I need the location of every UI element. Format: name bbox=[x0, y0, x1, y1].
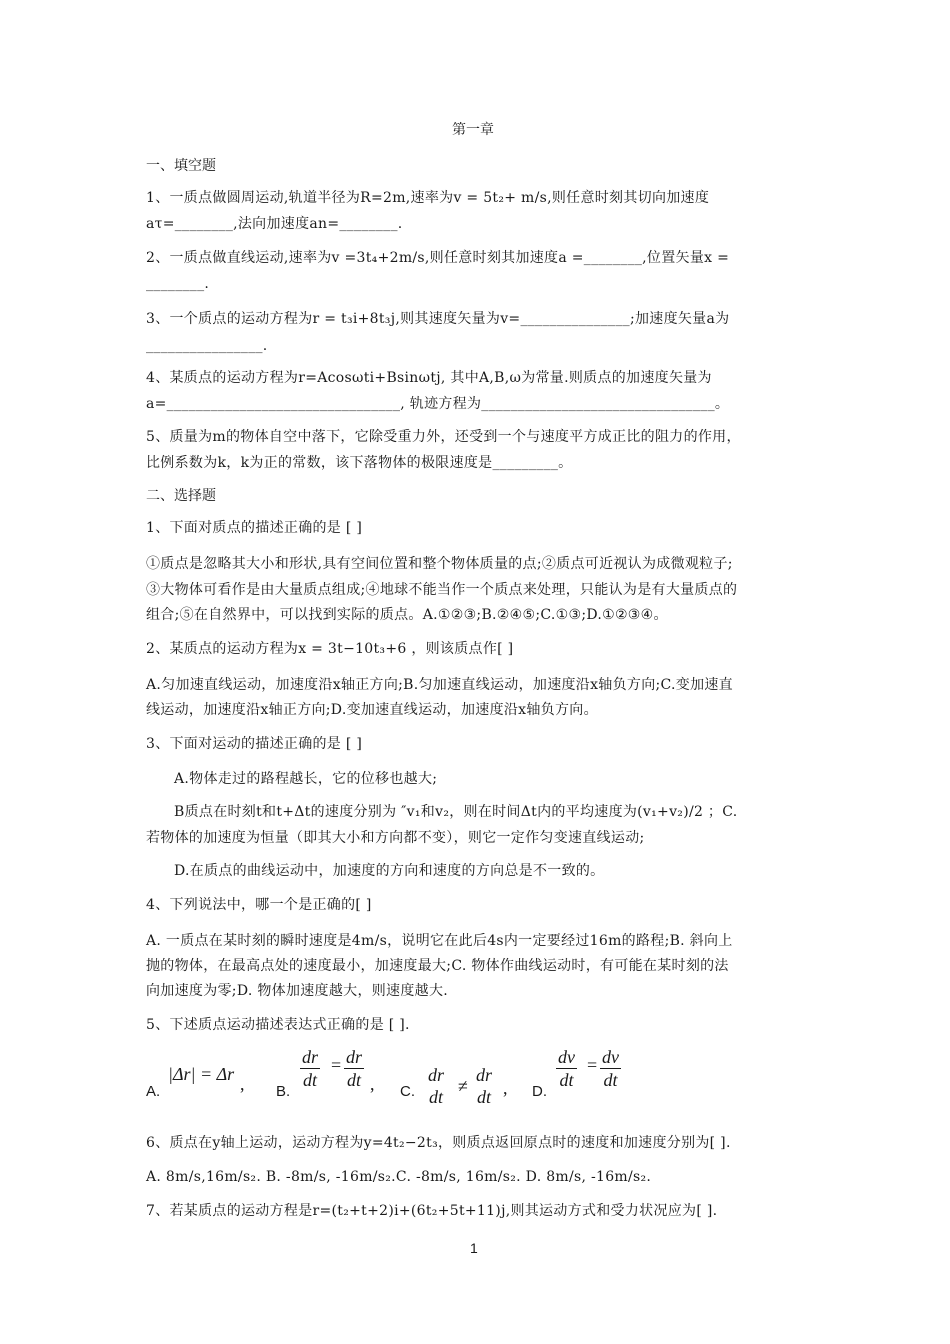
formula-c-not-equal: ≠ bbox=[458, 1076, 468, 1096]
formula-b-comma: , bbox=[370, 1074, 375, 1094]
fill-q1-line2: aτ=________,法向加速度an=________. bbox=[146, 216, 403, 232]
fill-q3-line1: 3、一个质点的运动方程为r = t₃i+8t₃j,则其速度矢量为v=_______________;加速度矢量a为 bbox=[146, 311, 730, 327]
choice-q1-options-line3: 组合;⑤在自然界中，可以找到实际的质点。A.①②③;B.②④⑤;C.①③;D.①②③④。 bbox=[146, 607, 668, 623]
section-choice-heading: 二、选择题 bbox=[146, 488, 216, 504]
choice-q4-options-line1: A. 一质点在某时刻的瞬时速度是4m/s，说明它在此后4s内一定要经过16m的路程;B. 斜向上 bbox=[146, 933, 733, 949]
choice-q2-stem: 2、某质点的运动方程为x = 3t−10t₃+6 ，则该质点作[ ] bbox=[146, 641, 514, 657]
choice-q4-options-line3: 向加速度为零;D. 物体加速度越大，则速度越大. bbox=[146, 983, 448, 999]
choice-q2-options-line2: 线运动，加速度沿x轴正方向;D.变加速直线运动，加速度沿x轴负方向。 bbox=[146, 702, 598, 718]
choice-q4-options-line2: 抛的物体，在最高点处的速度最小，加速度最大;C. 物体作曲线运动时，有可能在某时刻的法 bbox=[146, 958, 729, 974]
formula-d-lhs bbox=[556, 1046, 577, 1091]
fill-q5-line1: 5、质量为m的物体自空中落下，它除受重力外，还受到一个与速度平方成正比的阻力的作用， bbox=[146, 429, 741, 445]
chapter-title: 第一章 bbox=[452, 122, 494, 138]
formula-b-rhs-denominator: dt bbox=[347, 1070, 362, 1090]
formula-b-rhs bbox=[344, 1046, 364, 1091]
formula-a-comma: , bbox=[240, 1074, 245, 1094]
formula-c-rhs bbox=[474, 1064, 494, 1108]
choice-q4-stem: 4、下列说法中，哪一个是正确的[ ] bbox=[146, 897, 372, 913]
fill-q4-line1: 4、某质点的运动方程为r=Acosωti+Bsinωtj, 其中A,B,ω为常量.则质点的加速度矢量为 bbox=[146, 370, 712, 386]
choice-q3-option-d: D.在质点的曲线运动中，加速度的方向和速度的方向总是不一致的。 bbox=[174, 863, 605, 879]
formula-b-label: B. bbox=[276, 1083, 291, 1100]
formula-b-equals: = bbox=[331, 1055, 342, 1075]
choice-q3-stem: 3、下面对运动的描述正确的是 [ ] bbox=[146, 736, 363, 752]
formula-d-lhs-numerator: dv bbox=[558, 1047, 575, 1067]
formula-b-rhs-numerator: dr bbox=[346, 1047, 363, 1067]
choice-q1-options-line1: ①质点是忽略其大小和形状,具有空间位置和整个物体质量的点;②质点可近视认为成微观粒子; bbox=[146, 556, 733, 572]
formula-c-rhs-numerator: dr bbox=[476, 1065, 493, 1085]
formula-a-expression: |Δr| = Δr bbox=[168, 1064, 235, 1084]
formula-d-rhs bbox=[600, 1046, 621, 1091]
fill-q1-line1: 1、一质点做圆周运动,轨道半径为R=2m,速率为v = 5t₂+ m/s,则任意时刻其切向加速度 bbox=[146, 190, 710, 206]
formula-c-lhs bbox=[426, 1064, 446, 1108]
formula-d-rhs-denominator: dt bbox=[603, 1070, 618, 1090]
formula-d-label: D. bbox=[532, 1083, 547, 1100]
formula-d-rhs-numerator: dv bbox=[602, 1047, 619, 1067]
choice-q7-stem: 7、若某质点的运动方程是r=(t₂+t+2)i+(6t₂+5t+11)j,则其运动方式和受力状况应为[ ]. bbox=[146, 1203, 718, 1219]
formula-b-lhs-numerator: dr bbox=[302, 1047, 319, 1067]
choice-q1-options-line2: ③大物体可看作是由大量质点组成;④地球不能当作一个质点来处理，只能认为是有大量质点的 bbox=[146, 582, 738, 598]
choice-q6-options: A. 8m/s,16m/s₂. B. -8m/s, -16m/s₂.C. -8m/s, 16m/s₂. D. 8m/s, -16m/s₂. bbox=[146, 1169, 652, 1185]
fill-q3-line2: ________________. bbox=[146, 338, 268, 354]
formula-c-label: C. bbox=[400, 1083, 415, 1100]
formula-c-comma: , bbox=[503, 1078, 508, 1098]
choice-q2-options-line1: A.匀加速直线运动，加速度沿x轴正方向;B.匀加速直线运动，加速度沿x轴负方向;C.变加速直 bbox=[146, 677, 733, 693]
choice-q5-stem: 5、下述质点运动描述表达式正确的是 [ ]. bbox=[146, 1017, 410, 1033]
choice-q3-option-a: A.物体走过的路程越长，它的位移也越大; bbox=[174, 771, 438, 787]
choice-q6-stem: 6、质点在y轴上运动，运动方程为y=4t₂−2t₃，则质点返回原点时的速度和加速度分别为[ ]. bbox=[146, 1135, 731, 1151]
formula-d-lhs-denominator: dt bbox=[559, 1070, 574, 1090]
fill-q4-line2: a=________________________________, 轨迹方程为________________________________。 bbox=[146, 396, 730, 412]
fill-q2-line1: 2、一质点做直线运动,速率为v =3t₄+2m/s,则任意时刻其加速度a =________,位置矢量x = bbox=[146, 250, 730, 266]
choice-q3-option-c: 若物体的加速度为恒量（即其大小和方向都不变），则它一定作匀变速直线运动; bbox=[146, 830, 645, 846]
page-number: 1 bbox=[470, 1240, 478, 1256]
formula-b-lhs bbox=[300, 1046, 320, 1091]
formula-d-equals: = bbox=[587, 1055, 598, 1075]
fill-q2-line2: ________. bbox=[146, 276, 210, 292]
section-fill-blank-heading: 一、填空题 bbox=[146, 158, 216, 174]
choice-q1-stem: 1、下面对质点的描述正确的是 [ ] bbox=[146, 520, 363, 536]
formula-c-lhs-numerator: dr bbox=[428, 1065, 445, 1085]
formula-a-label: A. bbox=[146, 1083, 161, 1100]
fill-q5-line2: 比例系数为k，k为正的常数，该下落物体的极限速度是_________。 bbox=[146, 455, 573, 471]
formula-b-lhs-denominator: dt bbox=[303, 1070, 318, 1090]
choice-q3-option-b: B质点在时刻t和t+Δt的速度分别为 ″v₁和v₂，则在时间Δt内的平均速度为(v₁+v₂)/2 ；C. bbox=[174, 804, 738, 820]
formula-c-rhs-denominator: dt bbox=[477, 1087, 492, 1107]
formula-c-lhs-denominator: dt bbox=[429, 1087, 444, 1107]
